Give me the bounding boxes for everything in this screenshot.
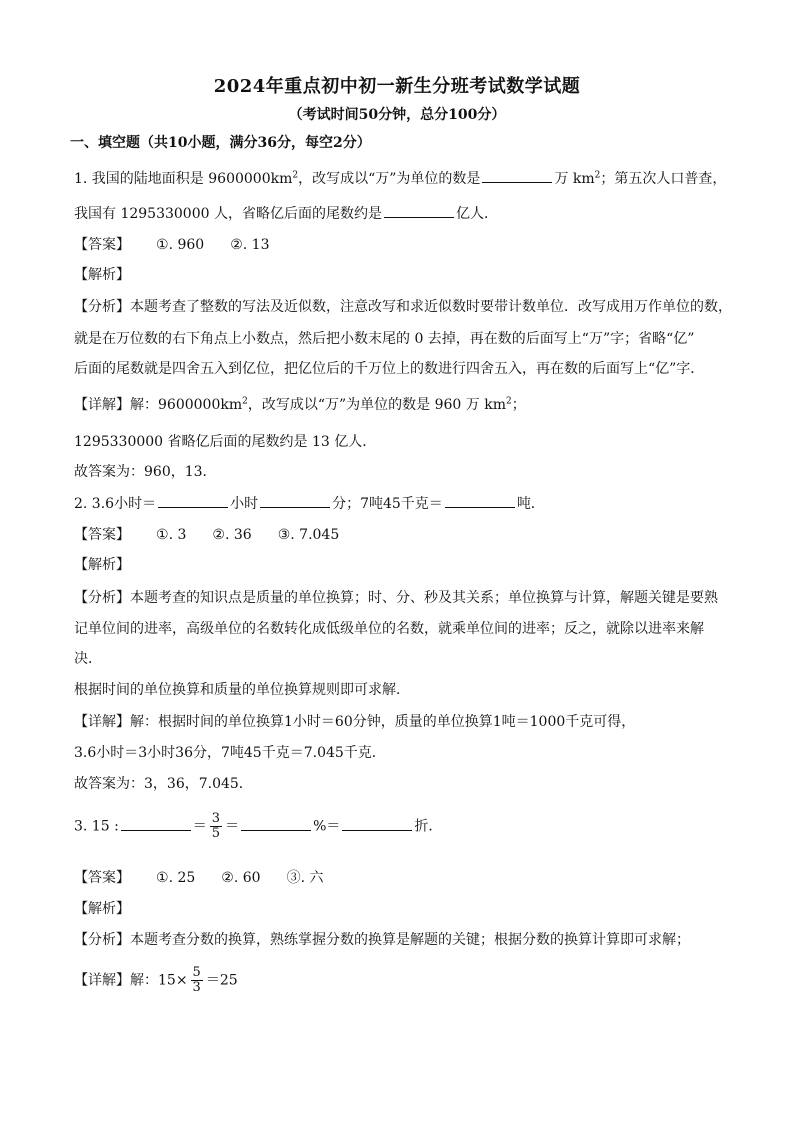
q3-line: [74, 812, 442, 841]
q1-jiexi: 【解析】: [74, 267, 130, 283]
q2-jiexi: 【解析】: [74, 557, 130, 573]
analysis-label: 【分析】: [74, 590, 130, 606]
answer-label: 【答案】: [74, 237, 130, 253]
marker: ②: [230, 237, 243, 253]
q2-text-b: 小时: [230, 496, 259, 512]
answer-label: 【答案】: [74, 527, 130, 543]
q1-text-f: 亿人．: [455, 206, 498, 222]
percent-text: %＝: [313, 818, 341, 835]
sup: 2: [506, 396, 512, 407]
q2-detail-3: 故答案为：3，36，7.045．: [74, 776, 253, 792]
detail-text: 解：15×: [130, 972, 188, 989]
marker: ②: [212, 527, 225, 543]
analysis-label: 【分析】: [74, 932, 130, 948]
q3-text-end: 折．: [414, 818, 443, 835]
answer-value: 六: [309, 870, 324, 886]
q2-analysis-4: 根据时间的单位换算和质量的单位换算规则即可求解．: [74, 682, 410, 698]
analysis-label: 【分析】: [74, 299, 130, 315]
q3-detail-1: [74, 966, 238, 995]
q1-analysis-3: 后面的尾数就是四舍五入到亿位，把亿位后的千万位上的数进行四舍五入，再在数的后面写上“亿”字．: [74, 361, 705, 377]
q1-detail-2: 1295330000 省略亿后面的尾数约是 13 亿人．: [74, 434, 377, 450]
q2-detail-2: 3.6小时＝3小时36分，7吨45千克＝7.045千克．: [74, 745, 386, 761]
q2-text-a: 2. 3.6小时＝: [74, 496, 157, 512]
q1-analysis-2: 就是在万位数的右下角点上小数点，然后把小数末尾的 0 去掉，再在数的后面写上“万”字；省略“亿”: [74, 331, 695, 347]
q3-jiexi: 【解析】: [74, 901, 130, 917]
detail-label: 【详解】: [74, 972, 130, 989]
q3-analysis-1: [74, 929, 690, 949]
answer-value: 3: [177, 527, 187, 543]
q1-text-d: ；第五次人口普查，: [600, 171, 727, 187]
marker: ③: [277, 527, 291, 543]
q3-text-a: 3. 15 :: [74, 818, 119, 835]
q2-analysis-2: 记单位间的进率，高级单位的名数转化成低级单位的名数，就乘单位间的进率；反之，就除以进率来解: [74, 621, 704, 637]
q1-line2: [74, 203, 498, 223]
q1-text-a: 1. 我国的陆地面积是 9600000km: [74, 171, 293, 187]
answer-blank[interactable]: [482, 170, 552, 183]
analysis-text: 本题考查了整数的写法及近似数，注意改写和求近似数时要带计数单位．改写成用万作单位的数，: [130, 299, 732, 315]
detail-label: 【详解】: [74, 714, 130, 730]
q2-text-c: 分；7吨45千克＝: [332, 496, 443, 512]
denominator: 3: [192, 980, 201, 995]
q1-analysis-1: [74, 296, 732, 316]
q1-answer: 【答案】 ①. 960 ②. 13: [74, 234, 296, 254]
q2-detail-1: [74, 711, 635, 731]
answer-blank[interactable]: [260, 495, 330, 508]
numerator: 5: [192, 965, 201, 980]
answer-value: 13: [251, 237, 270, 253]
sup: 2: [242, 396, 248, 407]
answer-label: 【答案】: [74, 870, 130, 886]
detail-text: ，改写成以“万”为单位的数是 960 万 km: [247, 397, 506, 413]
sup: 2: [594, 170, 601, 181]
detail-label: 【详解】: [74, 397, 130, 413]
q3-answer: 【答案】 ①. 25 ②. 60 ③. 六: [74, 867, 350, 887]
section-heading: 一、填空题（共10小题，满分36分，每空2分）: [70, 135, 371, 151]
answer-blank[interactable]: [342, 818, 412, 831]
answer-blank[interactable]: [445, 495, 515, 508]
fraction: [191, 966, 203, 995]
q1-text-b: ，改写成以“万”为单位的数是: [298, 171, 481, 187]
q1-text-e: 我国有 1295330000 人，省略亿后面的尾数约是: [74, 206, 382, 222]
marker: ②: [221, 870, 234, 886]
q1-line1: [74, 168, 726, 188]
equals: ＝: [225, 818, 240, 835]
q2-text-d: 吨．: [516, 496, 545, 512]
marker: ③: [286, 870, 301, 886]
page-subtitle: （考试时间50分钟，总分100分）: [288, 107, 506, 123]
fraction: [210, 812, 222, 841]
detail-text: 解：9600000km: [130, 397, 243, 413]
answer-blank[interactable]: [158, 495, 228, 508]
q2-analysis-3: 决．: [74, 651, 102, 667]
answer-blank[interactable]: [384, 205, 454, 218]
q2-analysis-1: [74, 587, 718, 607]
q2-answer: 【答案】 ①. 3 ②. 36 ③. 7.045: [74, 524, 365, 544]
analysis-text: 本题考查分数的换算，熟练掌握分数的换算是解题的关键；根据分数的换算计算即可求解；: [130, 932, 690, 948]
answer-blank[interactable]: [241, 818, 311, 831]
answer-value: 25: [177, 870, 196, 886]
page-title: 2024年重点初中初一新生分班考试数学试题: [213, 76, 581, 97]
answer-value: 60: [242, 870, 261, 886]
marker: ①: [156, 870, 169, 886]
answer-value: 36: [233, 527, 252, 543]
equals: ＝: [192, 818, 207, 835]
analysis-text: 本题考查的知识点是质量的单位换算；时、分、秒及其关系；单位换算与计算，解题关键是要熟: [130, 590, 718, 606]
answer-value: 960: [177, 237, 205, 253]
denominator: 5: [211, 826, 221, 841]
detail-text: 解：根据时间的单位换算1小时＝60分钟，质量的单位换算1吨＝1000千克可得，: [130, 714, 636, 730]
numerator: 3: [211, 811, 221, 826]
q2-line: [74, 493, 545, 513]
detail-text: ＝25: [205, 972, 238, 989]
answer-value: 7.045: [299, 527, 340, 543]
sup: 2: [292, 170, 299, 181]
detail-text: ；: [511, 397, 526, 413]
q1-detail-3: 故答案为：960，13．: [74, 464, 217, 480]
answer-blank[interactable]: [121, 818, 191, 831]
marker: ①: [156, 527, 169, 543]
marker: ①: [156, 237, 169, 253]
q1-text-c: 万 km: [554, 171, 595, 187]
q1-detail-1: [74, 394, 526, 414]
